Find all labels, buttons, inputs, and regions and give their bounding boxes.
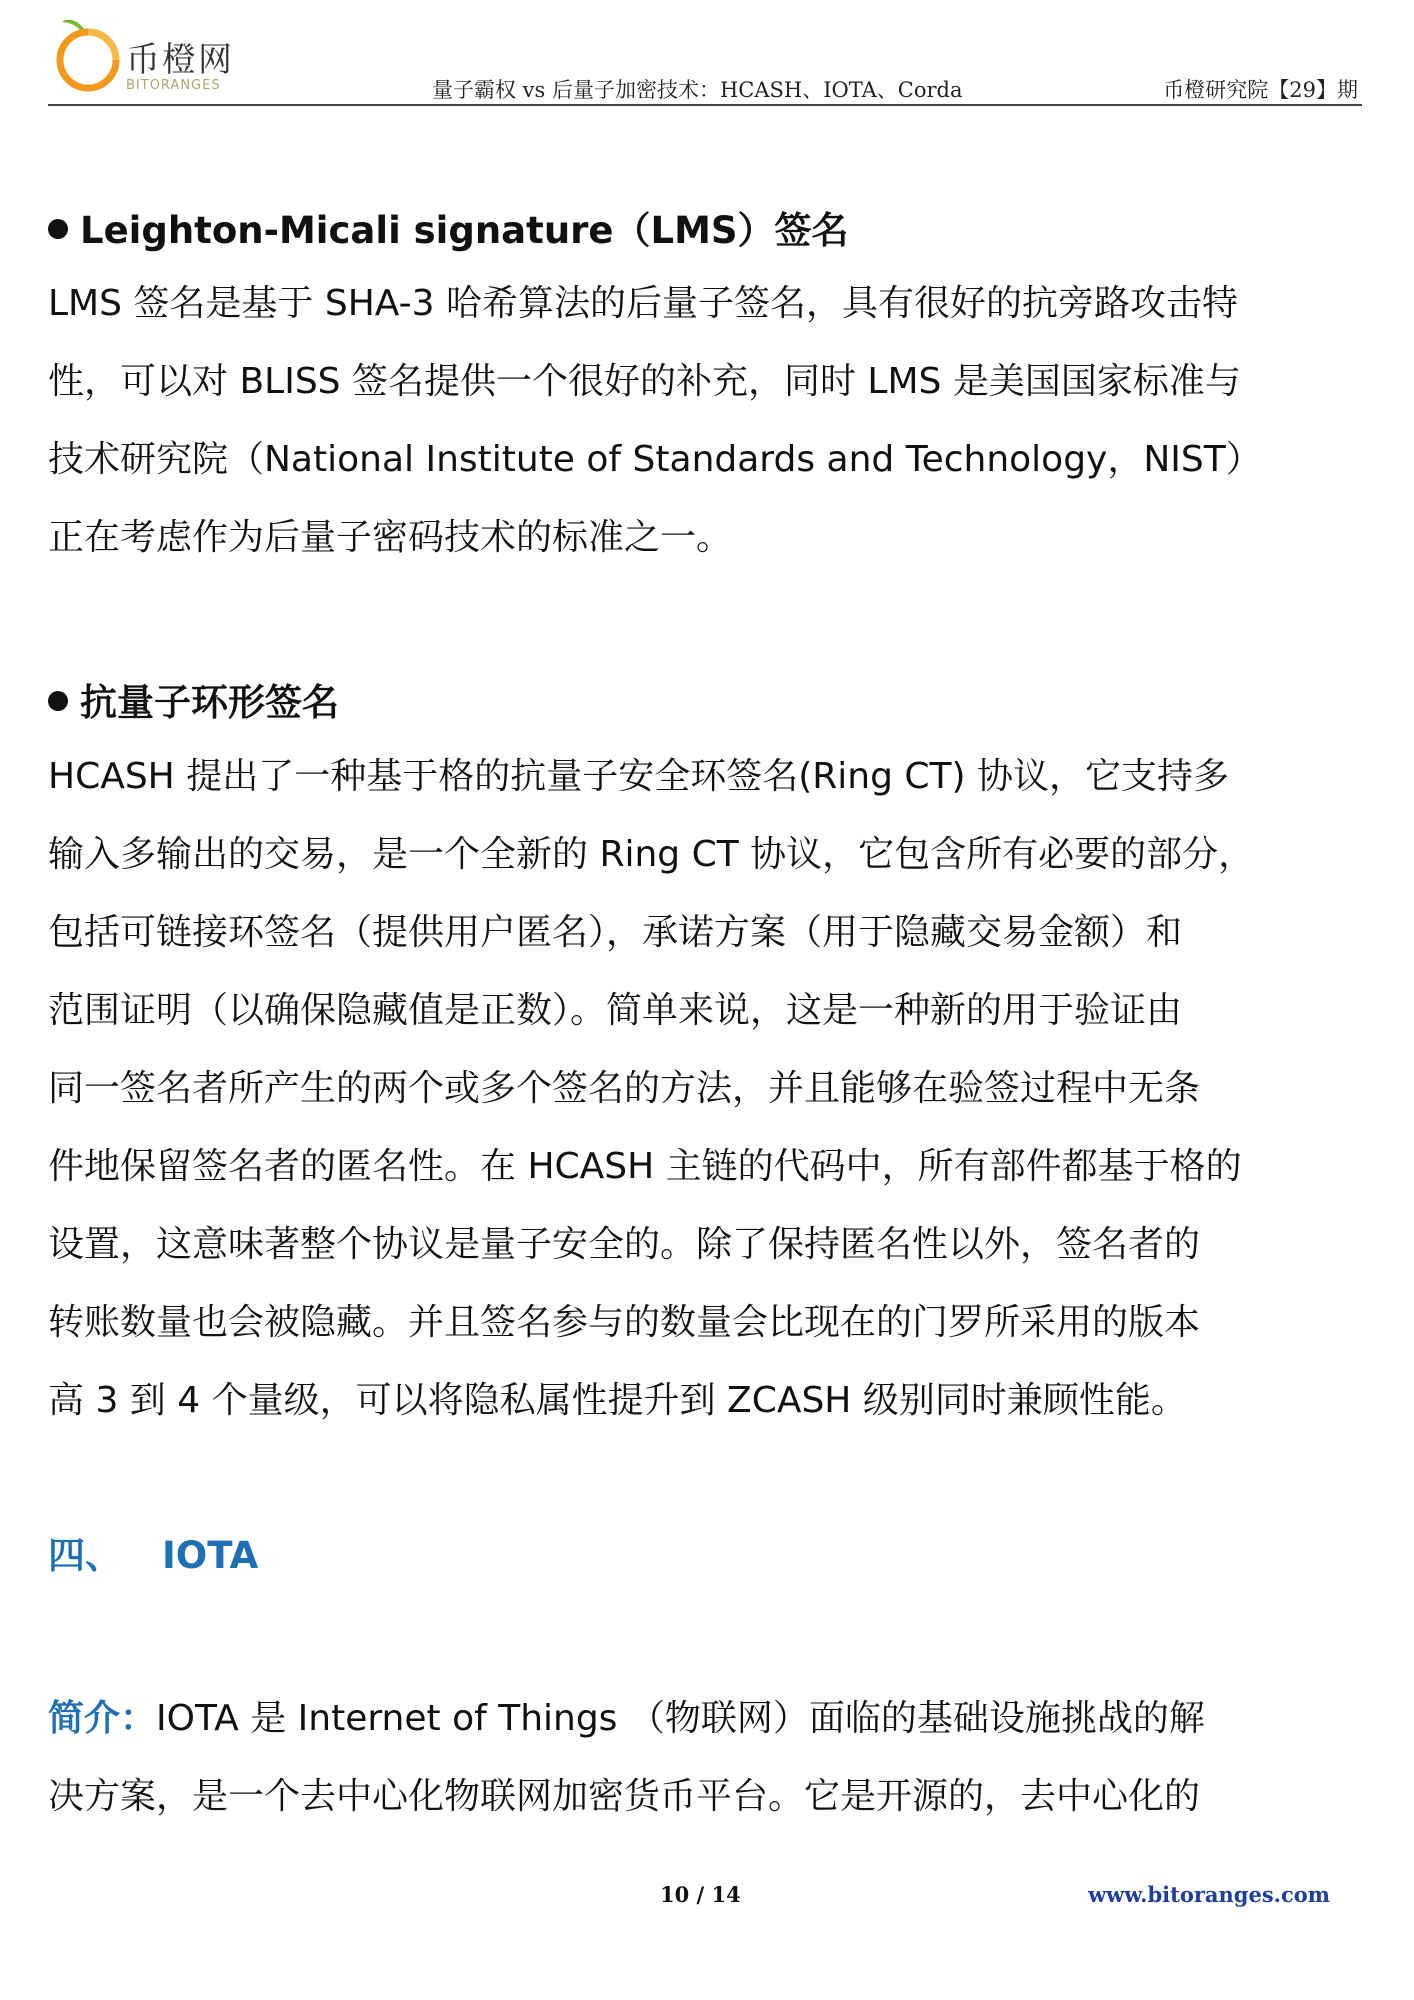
- paragraph-line: HCASH 提出了一种基于格的抗量子安全环签名(Ring CT) 协议，它支持多: [48, 756, 1229, 797]
- paragraph-line: 同一签名者所产生的两个或多个签名的方法，并且能够在验签过程中无条: [48, 1068, 1201, 1109]
- logo-chinese-name: 币橙网: [126, 40, 234, 80]
- issue-label: 币橙研究院【29】期: [1163, 78, 1358, 102]
- header-divider: [48, 104, 1362, 106]
- ring-heading-text: 抗量子环形签名: [80, 681, 339, 724]
- ring-signature-paragraph: [48, 738, 1368, 1440]
- paragraph-line: 正在考虑作为后量子密码技术的标准之一。: [48, 517, 733, 558]
- bullet-icon: [48, 691, 68, 711]
- ring-signature-heading: [48, 672, 339, 726]
- iota-intro-paragraph: [48, 1680, 1368, 1836]
- website-link[interactable]: www.bitoranges.com: [1088, 1882, 1330, 1907]
- paragraph-line: 转账数量也会被隐藏。并且签名参与的数量会比现在的门罗所采用的版本: [48, 1302, 1201, 1343]
- paragraph-line: 性，可以对 BLISS 签名提供一个很好的补充，同时 LMS 是美国国家标准与: [48, 361, 1241, 402]
- section-title: IOTA: [162, 1534, 259, 1577]
- orange-logo-icon: [48, 12, 128, 92]
- bullet-icon: [48, 219, 68, 239]
- page-number: 10 / 14: [660, 1882, 741, 1907]
- intro-text: IOTA 是 Internet of Things （物联网）面临的基础设施挑战的解: [156, 1698, 1205, 1739]
- paragraph-line: 设置，这意味著整个协议是量子安全的。除了保持匿名性以外，签名者的: [48, 1224, 1201, 1265]
- paragraph-line: 输入多输出的交易，是一个全新的 Ring CT 协议，它包含所有必要的部分，: [48, 834, 1255, 875]
- paragraph-line: LMS 签名是基于 SHA-3 哈希算法的后量子签名，具有很好的抗旁路攻击特: [48, 283, 1238, 324]
- intro-label: 简介：: [48, 1698, 157, 1739]
- lms-heading-text: Leighton-Micali signature（LMS）签名: [80, 209, 849, 252]
- section-number: 四、: [48, 1534, 122, 1577]
- document-title: 量子霸权 vs 后量子加密技术：HCASH、IOTA、Corda: [432, 78, 963, 102]
- paragraph-line: 包括可链接环签名（提供用户匿名），承诺方案（用于隐藏交易金额）和: [48, 912, 1183, 953]
- iota-section-heading: [48, 1525, 258, 1579]
- paragraph-line: 件地保留签名者的匿名性。在 HCASH 主链的代码中，所有部件都基于格的: [48, 1146, 1242, 1187]
- bitoranges-logo: [48, 12, 258, 102]
- paragraph-line: 高 3 到 4 个量级，可以将隐私属性提升到 ZCASH 级别同时兼顾性能。: [48, 1380, 1187, 1421]
- lms-paragraph: [48, 265, 1368, 577]
- paragraph-line: 决方案，是一个去中心化物联网加密货币平台。它是开源的，去中心化的: [48, 1776, 1201, 1817]
- logo-english-name: BITORANGES: [126, 78, 221, 93]
- paragraph-line: 技术研究院（National Institute of Standards and Technology，NIST）: [48, 439, 1262, 480]
- paragraph-line: 范围证明（以确保隐藏值是正数）。简单来说，这是一种新的用于验证由: [48, 990, 1183, 1031]
- paragraph-line: [48, 1680, 1368, 1758]
- lms-heading: [48, 200, 849, 254]
